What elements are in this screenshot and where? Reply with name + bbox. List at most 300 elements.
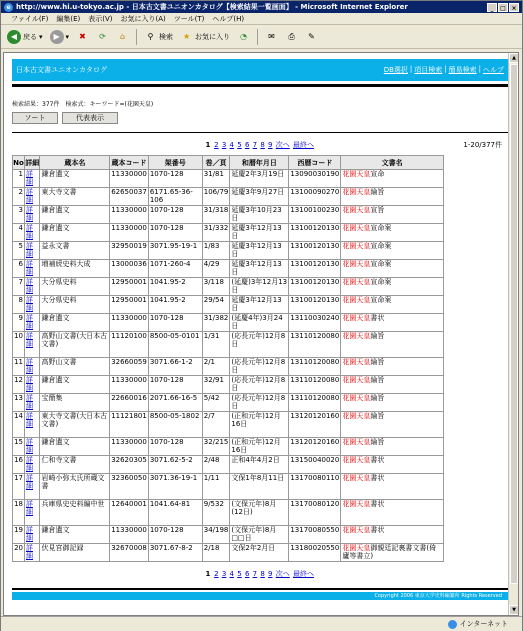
detail-link[interactable]: 詳細 — [26, 188, 33, 204]
detail-cell — [25, 242, 40, 260]
document-title-rest: 宣命案 — [370, 296, 392, 304]
shelf-number: 3071.67-8-2 — [148, 544, 202, 562]
result-count: 1-20/377件 — [463, 141, 502, 149]
row-number: 5 — [13, 242, 25, 260]
back-arrow-icon: ◀ — [7, 30, 21, 44]
table-row — [13, 332, 444, 358]
toolbar — [1, 25, 522, 49]
table-row — [13, 260, 444, 278]
page-link[interactable]: 5 — [237, 570, 242, 578]
print-icon[interactable]: ⎙ — [288, 32, 295, 41]
document-name — [341, 376, 444, 394]
mail-icon[interactable]: ✉ — [268, 32, 275, 41]
document-name — [341, 278, 444, 296]
chevron-down-icon: ▾ — [39, 32, 43, 41]
shelf-number: 1071-260-4 — [148, 260, 202, 278]
detail-link[interactable]: 詳細 — [26, 412, 33, 428]
menu-favorites[interactable]: お気に入り(A) — [120, 14, 166, 23]
column-header: 西暦コード — [289, 156, 341, 170]
detail-link[interactable]: 詳細 — [26, 456, 33, 472]
column-header: No — [13, 156, 25, 170]
detail-cell — [25, 500, 40, 526]
menu-help[interactable]: ヘルプ(H) — [212, 14, 245, 23]
minimize-button[interactable]: _ — [487, 3, 497, 12]
row-number: 16 — [13, 456, 25, 474]
volume-page: 9/532 — [202, 500, 230, 526]
forward-arrow-icon: ▶ — [50, 30, 64, 44]
detail-link[interactable]: 詳細 — [26, 394, 33, 410]
search-button[interactable]: ⚲ 検索 — [144, 30, 173, 43]
shelf-number: 1070-128 — [148, 170, 202, 188]
security-zone — [448, 619, 508, 629]
holding-name: 東大寺文書 — [40, 188, 110, 206]
detail-cell — [25, 456, 40, 474]
document-title-rest: 綸旨 — [370, 358, 385, 366]
western-code: 13100120130 — [289, 278, 341, 296]
maximize-button[interactable]: □ — [498, 3, 508, 12]
star-icon: ★ — [182, 32, 191, 41]
nav-db-select[interactable]: DB選択 — [383, 66, 408, 74]
row-number: 4 — [13, 224, 25, 242]
page-link[interactable]: 4 — [229, 141, 234, 149]
volume-page: 106/79 — [202, 188, 230, 206]
document-title-rest: 書状 — [370, 474, 385, 482]
page-link[interactable]: 2 — [214, 141, 219, 149]
volume-page: 31/81 — [202, 170, 230, 188]
search-summary: 検索結果：377件 検索式：キーワード=(花園天皇) — [12, 101, 154, 108]
holding-code: 13000036 — [110, 260, 149, 278]
document-name — [341, 358, 444, 376]
button-row — [12, 112, 508, 124]
page-link[interactable]: 2 — [214, 570, 219, 578]
pager-top — [12, 140, 508, 150]
holding-code: 62650037 — [110, 188, 149, 206]
detail-link[interactable]: 詳細 — [26, 170, 33, 186]
document-title-rest: 綸旨 — [370, 188, 385, 196]
holding-name: 仁和寺文書 — [40, 456, 110, 474]
shelf-number: 1070-128 — [148, 438, 202, 456]
representative-view-button[interactable]: 代表表示 — [62, 112, 118, 124]
shelf-number: 1070-128 — [148, 526, 202, 544]
keyword-highlight: 花園天皇 — [342, 412, 371, 420]
volume-page: 34/198 — [202, 526, 230, 544]
page-link[interactable]: 7 — [252, 141, 258, 149]
document-name — [341, 544, 444, 562]
detail-cell — [25, 544, 40, 562]
holding-code: 32360050 — [110, 474, 149, 500]
document-title-rest: 宣命案 — [370, 224, 392, 232]
holding-code: 11330000 — [110, 170, 149, 188]
japanese-date: (応長元年)12月8日 — [230, 358, 289, 376]
menu-tools[interactable]: ツール(T) — [173, 14, 205, 23]
volume-page: 1/31 — [202, 332, 230, 358]
nav-help[interactable]: ヘルプ — [483, 66, 504, 74]
western-code: 13150040020 — [289, 456, 341, 474]
holding-code: 12640001 — [110, 500, 149, 526]
table-row — [13, 544, 444, 562]
document-name — [341, 438, 444, 456]
holding-name: 増補続史料大成 — [40, 260, 110, 278]
menu-edit[interactable]: 編集(E) — [56, 14, 81, 23]
holding-name: 大分県史料 — [40, 296, 110, 314]
divider — [12, 132, 508, 133]
document-title-rest: 宣命 — [370, 170, 385, 178]
row-number: 1 — [13, 170, 25, 188]
western-code: 13120120160 — [289, 412, 341, 438]
row-number: 17 — [13, 474, 25, 500]
table-row — [13, 278, 444, 296]
menu-view[interactable]: 表示(V) — [88, 14, 113, 23]
table-row — [13, 526, 444, 544]
page-viewport — [3, 52, 519, 616]
detail-link[interactable]: 詳細 — [26, 242, 33, 258]
favorites-button[interactable]: ★ お気に入り — [180, 30, 230, 43]
volume-page: 32/215 — [202, 438, 230, 456]
holding-code: 11330000 — [110, 438, 149, 456]
sort-button[interactable]: ソート — [12, 112, 58, 124]
stop-icon[interactable]: ✖ — [79, 32, 86, 41]
document-name — [341, 314, 444, 332]
western-code: 13100120130 — [289, 242, 341, 260]
back-button[interactable]: ◀ 戻る ▾ — [7, 30, 43, 44]
detail-cell — [25, 474, 40, 500]
detail-cell — [25, 412, 40, 438]
document-name — [341, 260, 444, 278]
next-page-link[interactable]: 次へ — [275, 141, 290, 149]
document-name — [341, 224, 444, 242]
row-number: 19 — [13, 526, 25, 544]
keyword-highlight: 花園天皇 — [342, 456, 371, 464]
western-code: 13090030190 — [289, 170, 341, 188]
zone-label: インターネット — [459, 620, 508, 628]
row-number: 13 — [13, 394, 25, 412]
keyword-highlight: 花園天皇 — [342, 188, 371, 196]
detail-cell — [25, 376, 40, 394]
page-link[interactable]: 9 — [268, 141, 273, 149]
page-link[interactable]: 6 — [244, 570, 250, 578]
holding-name: 東大寺文書(大日本古文書) — [40, 412, 110, 438]
edit-icon[interactable]: ✎ — [308, 32, 315, 41]
western-code: 13170080110 — [289, 474, 341, 500]
volume-page: 31/318 — [202, 206, 230, 224]
results-table — [12, 155, 444, 562]
japanese-date: 延慶3年10月23日 — [230, 206, 289, 224]
japanese-date: 延慶3年12月13日 — [230, 260, 289, 278]
page-link[interactable]: 6 — [244, 141, 250, 149]
japanese-date: 延慶2年3月19日 — [230, 170, 289, 188]
shelf-number: 1070-128 — [148, 376, 202, 394]
detail-cell — [25, 170, 40, 188]
holding-name: 岩崎小弥太氏所蔵文書 — [40, 474, 110, 500]
nav-field-search[interactable]: 項目検索 — [414, 66, 443, 74]
western-code: 13170080550 — [289, 526, 341, 544]
column-header: 架番号 — [148, 156, 202, 170]
table-row — [13, 314, 444, 332]
column-header: 和暦年月日 — [230, 156, 289, 170]
toolbar-divider — [136, 29, 137, 45]
page-link[interactable]: 4 — [229, 570, 234, 578]
holding-name: 鎌倉遺文 — [40, 314, 110, 332]
shelf-number: 6171.65-36-106 — [148, 188, 202, 206]
shelf-number: 1041.95-2 — [148, 278, 202, 296]
page-link[interactable]: 9 — [268, 570, 273, 578]
detail-link[interactable]: 詳細 — [26, 438, 33, 454]
shelf-number: 1070-128 — [148, 224, 202, 242]
shelf-number: 2071.66-16-5 — [148, 394, 202, 412]
row-number: 15 — [13, 438, 25, 456]
western-code: 13110120080 — [289, 332, 341, 358]
scroll-up-icon[interactable]: ▲ — [509, 53, 519, 63]
detail-link[interactable]: 詳細 — [26, 314, 33, 330]
detail-cell — [25, 438, 40, 456]
document-name — [341, 500, 444, 526]
table-row — [13, 188, 444, 206]
forward-button[interactable] — [50, 30, 70, 44]
holding-name: 宝簡集 — [40, 394, 110, 412]
table-header-row — [13, 156, 444, 170]
document-title-rest: 書状 — [370, 314, 385, 322]
holding-code: 11121801 — [110, 412, 149, 438]
detail-link[interactable]: 詳細 — [26, 206, 33, 222]
document-name — [341, 170, 444, 188]
volume-page: 3/118 — [202, 278, 230, 296]
document-name — [341, 296, 444, 314]
japanese-date: (延慶)3年12月13日 — [231, 278, 288, 294]
holding-code: 11330000 — [110, 314, 149, 332]
page-link[interactable]: 3 — [221, 570, 227, 578]
holding-name: 鎌倉遺文 — [40, 526, 110, 544]
holding-name: 益永文書 — [40, 242, 110, 260]
close-button[interactable]: × — [509, 3, 519, 12]
column-header: 巻／頁 — [202, 156, 230, 170]
holding-name: 伏見宮御記録 — [40, 544, 110, 562]
western-code: 13100120130 — [289, 224, 341, 242]
volume-page: 4/29 — [202, 260, 230, 278]
keyword-highlight: 花園天皇 — [342, 526, 371, 534]
table-body — [13, 170, 444, 562]
keyword-highlight: 花園天皇 — [342, 278, 371, 286]
divider — [12, 84, 508, 87]
document-name — [341, 456, 444, 474]
globe-icon — [448, 620, 457, 629]
holding-name: 鎌倉遺文 — [40, 438, 110, 456]
table-row — [13, 474, 444, 500]
keyword-highlight: 花園天皇 — [342, 358, 371, 366]
detail-link[interactable]: 詳細 — [26, 526, 33, 542]
document-title-rest: 綸旨 — [370, 394, 385, 402]
scroll-thumb[interactable] — [510, 64, 518, 584]
holding-code: 32660059 — [110, 358, 149, 376]
japanese-date: (文保元年)8月(12日) — [230, 500, 289, 526]
last-page-link[interactable]: 最終へ — [292, 141, 314, 149]
shelf-number: 1070-128 — [148, 206, 202, 224]
keyword-highlight: 花園天皇 — [342, 260, 371, 268]
keyword-highlight: 花園天皇 — [342, 242, 371, 250]
volume-page: 5/42 — [202, 394, 230, 412]
column-header: 蔵本名 — [40, 156, 110, 170]
menu-bar — [1, 13, 522, 25]
site-banner — [12, 59, 508, 81]
shelf-number: 3071.95-19-1 — [148, 242, 202, 260]
document-title-rest: 宣旨 — [370, 206, 385, 214]
document-title-rest: 書状 — [370, 526, 385, 534]
holding-code: 11120100 — [110, 332, 149, 358]
holding-code: 11330000 — [110, 206, 149, 224]
row-number: 12 — [13, 376, 25, 394]
table-row — [13, 170, 444, 188]
holding-code: 32950019 — [110, 242, 149, 260]
keyword-highlight: 花園天皇 — [342, 314, 371, 322]
row-number: 7 — [13, 278, 25, 296]
shelf-number: 3071.66-1-2 — [148, 358, 202, 376]
holding-code: 11330000 — [110, 376, 149, 394]
japanese-date: (延慶4年)3月24日 — [230, 314, 289, 332]
column-header: 文書名 — [341, 156, 444, 170]
document-name — [341, 526, 444, 544]
home-icon[interactable]: ⌂ — [119, 32, 126, 41]
last-page-link[interactable]: 最終へ — [292, 570, 314, 578]
japanese-date: 延慶3年12月13日 — [230, 296, 289, 314]
japanese-date: (正和元年)12月16日 — [230, 412, 289, 438]
keyword-highlight: 花園天皇 — [342, 544, 371, 552]
detail-cell — [25, 188, 40, 206]
detail-cell — [25, 278, 40, 296]
japanese-date: 延慶3年9月27日 — [230, 188, 289, 206]
column-header: 蔵本コード — [110, 156, 149, 170]
document-name — [341, 332, 444, 358]
holding-name: 鎌倉遺文 — [40, 376, 110, 394]
document-title-rest: 宣命案 — [370, 260, 392, 268]
scroll-down-icon[interactable]: ▼ — [509, 605, 519, 615]
chevron-down-icon: ▾ — [65, 32, 70, 41]
vertical-scrollbar[interactable] — [508, 53, 518, 615]
japanese-date: 正和4年4月2日 — [230, 456, 289, 474]
detail-link[interactable]: 詳細 — [26, 296, 33, 312]
detail-link[interactable]: 詳細 — [26, 224, 33, 240]
detail-cell — [25, 260, 40, 278]
detail-link[interactable]: 詳細 — [26, 332, 33, 348]
volume-page: 1/83 — [202, 242, 230, 260]
table-row — [13, 500, 444, 526]
document-title-rest: 宣命案 — [370, 278, 392, 286]
table-row — [13, 438, 444, 456]
menu-file[interactable]: ファイル(F) — [11, 14, 49, 23]
western-code: 13100100230 — [289, 206, 341, 224]
detail-link[interactable]: 詳細 — [26, 500, 33, 516]
detail-link[interactable]: 詳細 — [26, 474, 33, 490]
document-name — [341, 412, 444, 438]
page-link[interactable]: 8 — [260, 141, 265, 149]
keyword-highlight: 花園天皇 — [342, 438, 371, 446]
japanese-date: (文保元年)8月□□日 — [230, 526, 289, 544]
western-code: 13120120160 — [289, 438, 341, 456]
column-header: 詳細 — [25, 156, 40, 170]
page-link[interactable]: 8 — [260, 570, 265, 578]
table-row — [13, 394, 444, 412]
shelf-number: 3071.36-19-1 — [148, 474, 202, 500]
holding-code: 11330000 — [110, 526, 149, 544]
keyword-highlight: 花園天皇 — [342, 296, 371, 304]
japanese-date: (応長元年)12月8日 — [230, 394, 289, 412]
table-row — [13, 224, 444, 242]
document-name — [341, 188, 444, 206]
keyword-highlight: 花園天皇 — [342, 394, 371, 402]
shelf-number: 8500-05-1802 — [148, 412, 202, 438]
current-page: 1 — [205, 570, 211, 578]
copyright-footer: Copyright 2006 東京大学史料編纂所 Rights Reserved — [12, 592, 508, 600]
volume-page: 31/382 — [202, 314, 230, 332]
volume-page: 2/48 — [202, 456, 230, 474]
volume-page: 31/332 — [202, 224, 230, 242]
western-code: 13110120080 — [289, 394, 341, 412]
japanese-date: (応長元年)12月8日 — [230, 332, 289, 358]
document-name — [341, 394, 444, 412]
keyword-highlight: 花園天皇 — [342, 500, 371, 508]
detail-link[interactable]: 詳細 — [26, 278, 33, 294]
detail-cell — [25, 332, 40, 358]
document-title-rest: 綸旨 — [370, 376, 385, 384]
keyword-highlight: 花園天皇 — [342, 170, 371, 178]
shelf-number: 1070-128 — [148, 314, 202, 332]
document-name — [341, 474, 444, 500]
detail-link[interactable]: 詳細 — [26, 376, 33, 392]
western-code: 13110120080 — [289, 358, 341, 376]
window-controls — [487, 3, 519, 12]
document-title-rest: 書状 — [370, 456, 385, 464]
holding-code: 12950001 — [110, 278, 149, 296]
row-number: 20 — [13, 544, 25, 562]
volume-page: 2/1 — [202, 358, 230, 376]
detail-cell — [25, 314, 40, 332]
document-name — [341, 206, 444, 224]
status-bar — [1, 616, 522, 631]
shelf-number: 1041.95-2 — [148, 296, 202, 314]
holding-name: 鎌倉遺文 — [40, 206, 110, 224]
table-row — [13, 242, 444, 260]
site-title: 日本古文書ユニオンカタログ — [16, 66, 107, 74]
keyword-highlight: 花園天皇 — [342, 474, 371, 482]
japanese-date: 文保1年8月11日 — [230, 474, 289, 500]
table-row — [13, 412, 444, 438]
history-icon[interactable]: ◔ — [240, 32, 248, 41]
document-title-rest: 書状 — [370, 500, 385, 508]
shelf-number: 3071.62-5-2 — [148, 456, 202, 474]
volume-page: 1/11 — [202, 474, 230, 500]
detail-link[interactable]: 詳細 — [26, 544, 33, 560]
detail-link[interactable]: 詳細 — [26, 260, 33, 276]
refresh-icon[interactable]: ⟳ — [99, 32, 106, 41]
row-number: 6 — [13, 260, 25, 278]
table-row — [13, 358, 444, 376]
next-page-link[interactable]: 次へ — [275, 570, 290, 578]
page-link[interactable]: 3 — [221, 141, 227, 149]
volume-page: 2/7 — [202, 412, 230, 438]
page-link[interactable]: 7 — [252, 570, 258, 578]
page-link[interactable]: 5 — [237, 141, 242, 149]
nav-simple-search[interactable]: 簡易検索 — [448, 66, 477, 74]
western-code: 13100120130 — [289, 260, 341, 278]
western-code: 13180020550 — [289, 544, 341, 562]
western-code: 13110030240 — [289, 314, 341, 332]
japanese-date: 文保2年2月日 — [230, 544, 289, 562]
detail-link[interactable]: 詳細 — [26, 358, 33, 374]
holding-name: 鎌倉遺文 — [40, 224, 110, 242]
detail-cell — [25, 358, 40, 376]
volume-page: 32/91 — [202, 376, 230, 394]
row-number: 8 — [13, 296, 25, 314]
detail-cell — [25, 206, 40, 224]
title-bar — [1, 1, 522, 13]
